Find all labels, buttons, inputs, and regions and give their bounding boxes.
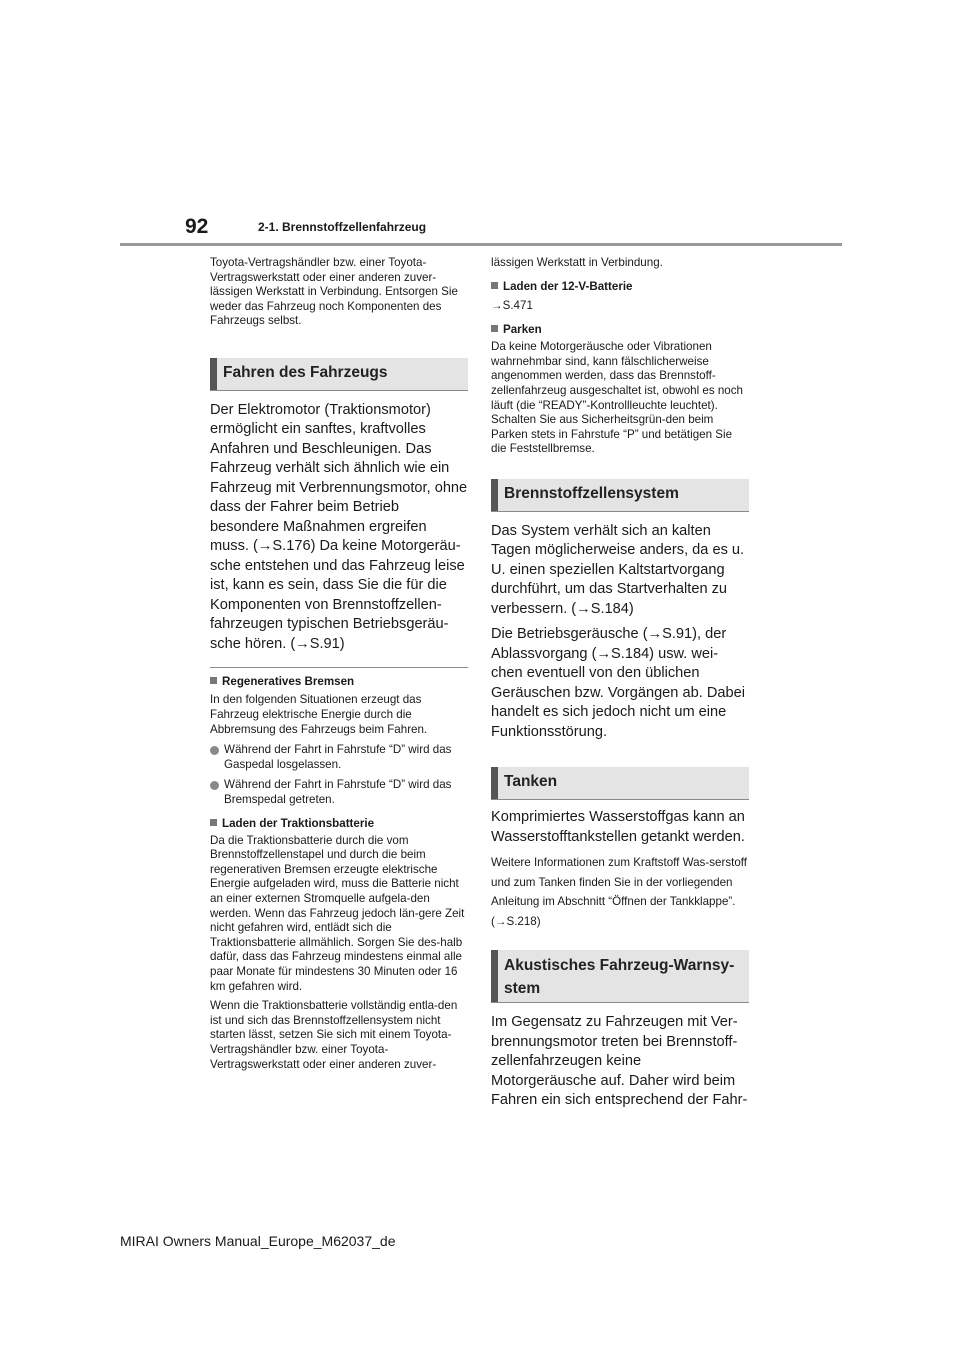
section-title: Akustisches Fahrzeug-Warnsy-stem	[504, 957, 735, 998]
bullet-item: Während der Fahrt in Fahrstufe “D” wird das Bremspedal getreten.	[210, 778, 468, 807]
heading-bar	[491, 479, 498, 511]
right-column	[491, 256, 749, 1111]
refuelling-note: Weitere Informationen zum Kraftstoff Was-serstoff und zum Tanken finden Sie in der vorliegenden Anleitung im Abschnitt “Öffnen der Tankklappe”. (→S.218)	[491, 856, 748, 928]
fuel-cell-body: Das System verhält sich an kalten Tagen möglicherweise anders, da es u. U. einen speziellen Kaltstartvorgang durchführt, um das Startverhalten zu verbessern. (→S.184)	[491, 522, 745, 617]
warning-system-body: Im Gegensatz zu Fahrzeugen mit Ver-brennungsmotor treten bei Brennstoff-zellenfahrzeugen keine Motorgeräusche auf. Daher wird beim Fahren ein sich entsprechend der Fahr-	[491, 1014, 748, 1109]
battery-body: Da die Traktionsbatterie durch die vom Brennstoffzellenstapel und durch die beim regenerativen Bremsen erzeugte elektrische Energie aufgeladen wird, muss die Batterie nicht an einer externen Stromquelle aufgela-den werden. Wenn das Fahrzeug jedoch län-gere Zeit nicht gefahren wird, entlädt sich die Traktionsbatterie allmählich. Sorgen Sie des-halb dafür, dass das Fahrzeug mindestens einmal alle paar Monate für mindestens 30 Minuten oder 16 km gefahren wird.	[210, 833, 465, 993]
intro-text: Toyota-Vertragshändler bzw. einer Toyota-Vertragswerkstatt oder einer anderen zuver-lässigen Werkstatt in Verbindung. Entsorgen Sie weder das Fahrzeug noch Komponenten des Fahrzeugs selbst.	[210, 256, 458, 328]
regen-body: In den folgenden Situationen erzeugt das Fahrzeug elektrische Energie durch die Abbremsung des Fahrzeugs beim Fahren.	[210, 693, 428, 736]
battery12-reference: →S.471	[491, 298, 533, 312]
driving-body: Der Elektromotor (Traktionsmotor) ermöglicht ein sanftes, kraftvolles Anfahren und Beschleunigen. Das Fahrzeug verhält sich ähnlich wie ein Fahrzeug mit Verbrennungsmotor, ohne dass der Fahrer beim Betrieb besondere Maßnahmen ergreifen muss. (→S.176) Da keine Motorgeräu-sche entstehen und das Fahrzeug leise ist, kann es sein, dass Sie die für die Komponenten von Brennstoffzellen-fahrzeugen typischen Betriebsgeräu-sche hören. (→S.91)	[210, 401, 468, 652]
square-bullet-icon	[210, 819, 217, 826]
page-number: 92	[185, 215, 209, 238]
bullet-item: Während der Fahrt in Fahrstufe “D” wird das Gaspedal losgelassen.	[210, 743, 468, 772]
section-title: Tanken	[504, 773, 558, 791]
round-bullet-icon	[210, 781, 219, 790]
parking-heading: Parken	[491, 322, 749, 337]
round-bullet-icon	[210, 746, 219, 755]
battery-body-2: Wenn die Traktionsbatterie vollständig entla-den ist und sich das Brennstoffzellensystem nicht starten lässt, setzen Sie sich mit einem Toyota-Vertragshändler bzw. einer Toyota-Vertragswerkstatt oder einer anderen zuver-	[210, 999, 458, 1071]
square-bullet-icon	[491, 325, 498, 332]
regen-heading: Regeneratives Bremsen	[210, 674, 468, 689]
battery-heading: Laden der Traktionsbatterie	[210, 816, 468, 831]
heading-bar	[210, 358, 217, 390]
left-column	[210, 256, 468, 1072]
fuel-cell-body-2: Die Betriebsgeräusche (→S.91), der Ablassvorgang (→S.184) usw. wei-chen eventuell von den üblichen Geräuschen bzw. Vorgängen ab. Dabei handelt es sich jedoch nicht um eine Funktionsstörung.	[491, 626, 745, 740]
footer-text: MIRAI Owners Manual_Europe_M62037_de	[120, 1233, 396, 1249]
parking-body: Da keine Motorgeräusche oder Vibrationen wahrnehmbar sind, kann fälschlicherweise angenommen werden, dass das Brennstoff-zellenfahrzeug ausgeschaltet ist, obwohl es noch läuft (die “READY”-Kontrollleuchte leuchtet). Schalten Sie aus Sicherheitsgrün-den beim Parken stets in Fahrstufe “P” und betätigen Sie die Feststellbremse.	[491, 340, 743, 456]
heading-bar	[491, 767, 498, 799]
section-heading-driving	[210, 358, 468, 391]
section-heading-refuelling	[491, 767, 749, 800]
refuelling-body: Komprimiertes Wasserstoffgas kann an Wasserstofftankstellen getankt werden.	[491, 809, 745, 845]
section-heading-warning-system	[491, 950, 749, 1003]
square-bullet-icon	[491, 282, 498, 289]
battery12-heading: Laden der 12-V-Batterie	[491, 279, 749, 294]
square-bullet-icon	[210, 677, 217, 684]
heading-bar	[491, 950, 498, 1002]
continued-text: lässigen Werkstatt in Verbindung.	[491, 256, 663, 269]
section-title: Fahren des Fahrzeugs	[223, 363, 388, 381]
chapter-heading: 2-1. Brennstoffzellenfahrzeug	[258, 220, 427, 234]
header-rule	[120, 243, 842, 246]
section-title: Brennstoffzellensystem	[504, 484, 679, 502]
section-heading-fuel-cell	[491, 479, 749, 512]
